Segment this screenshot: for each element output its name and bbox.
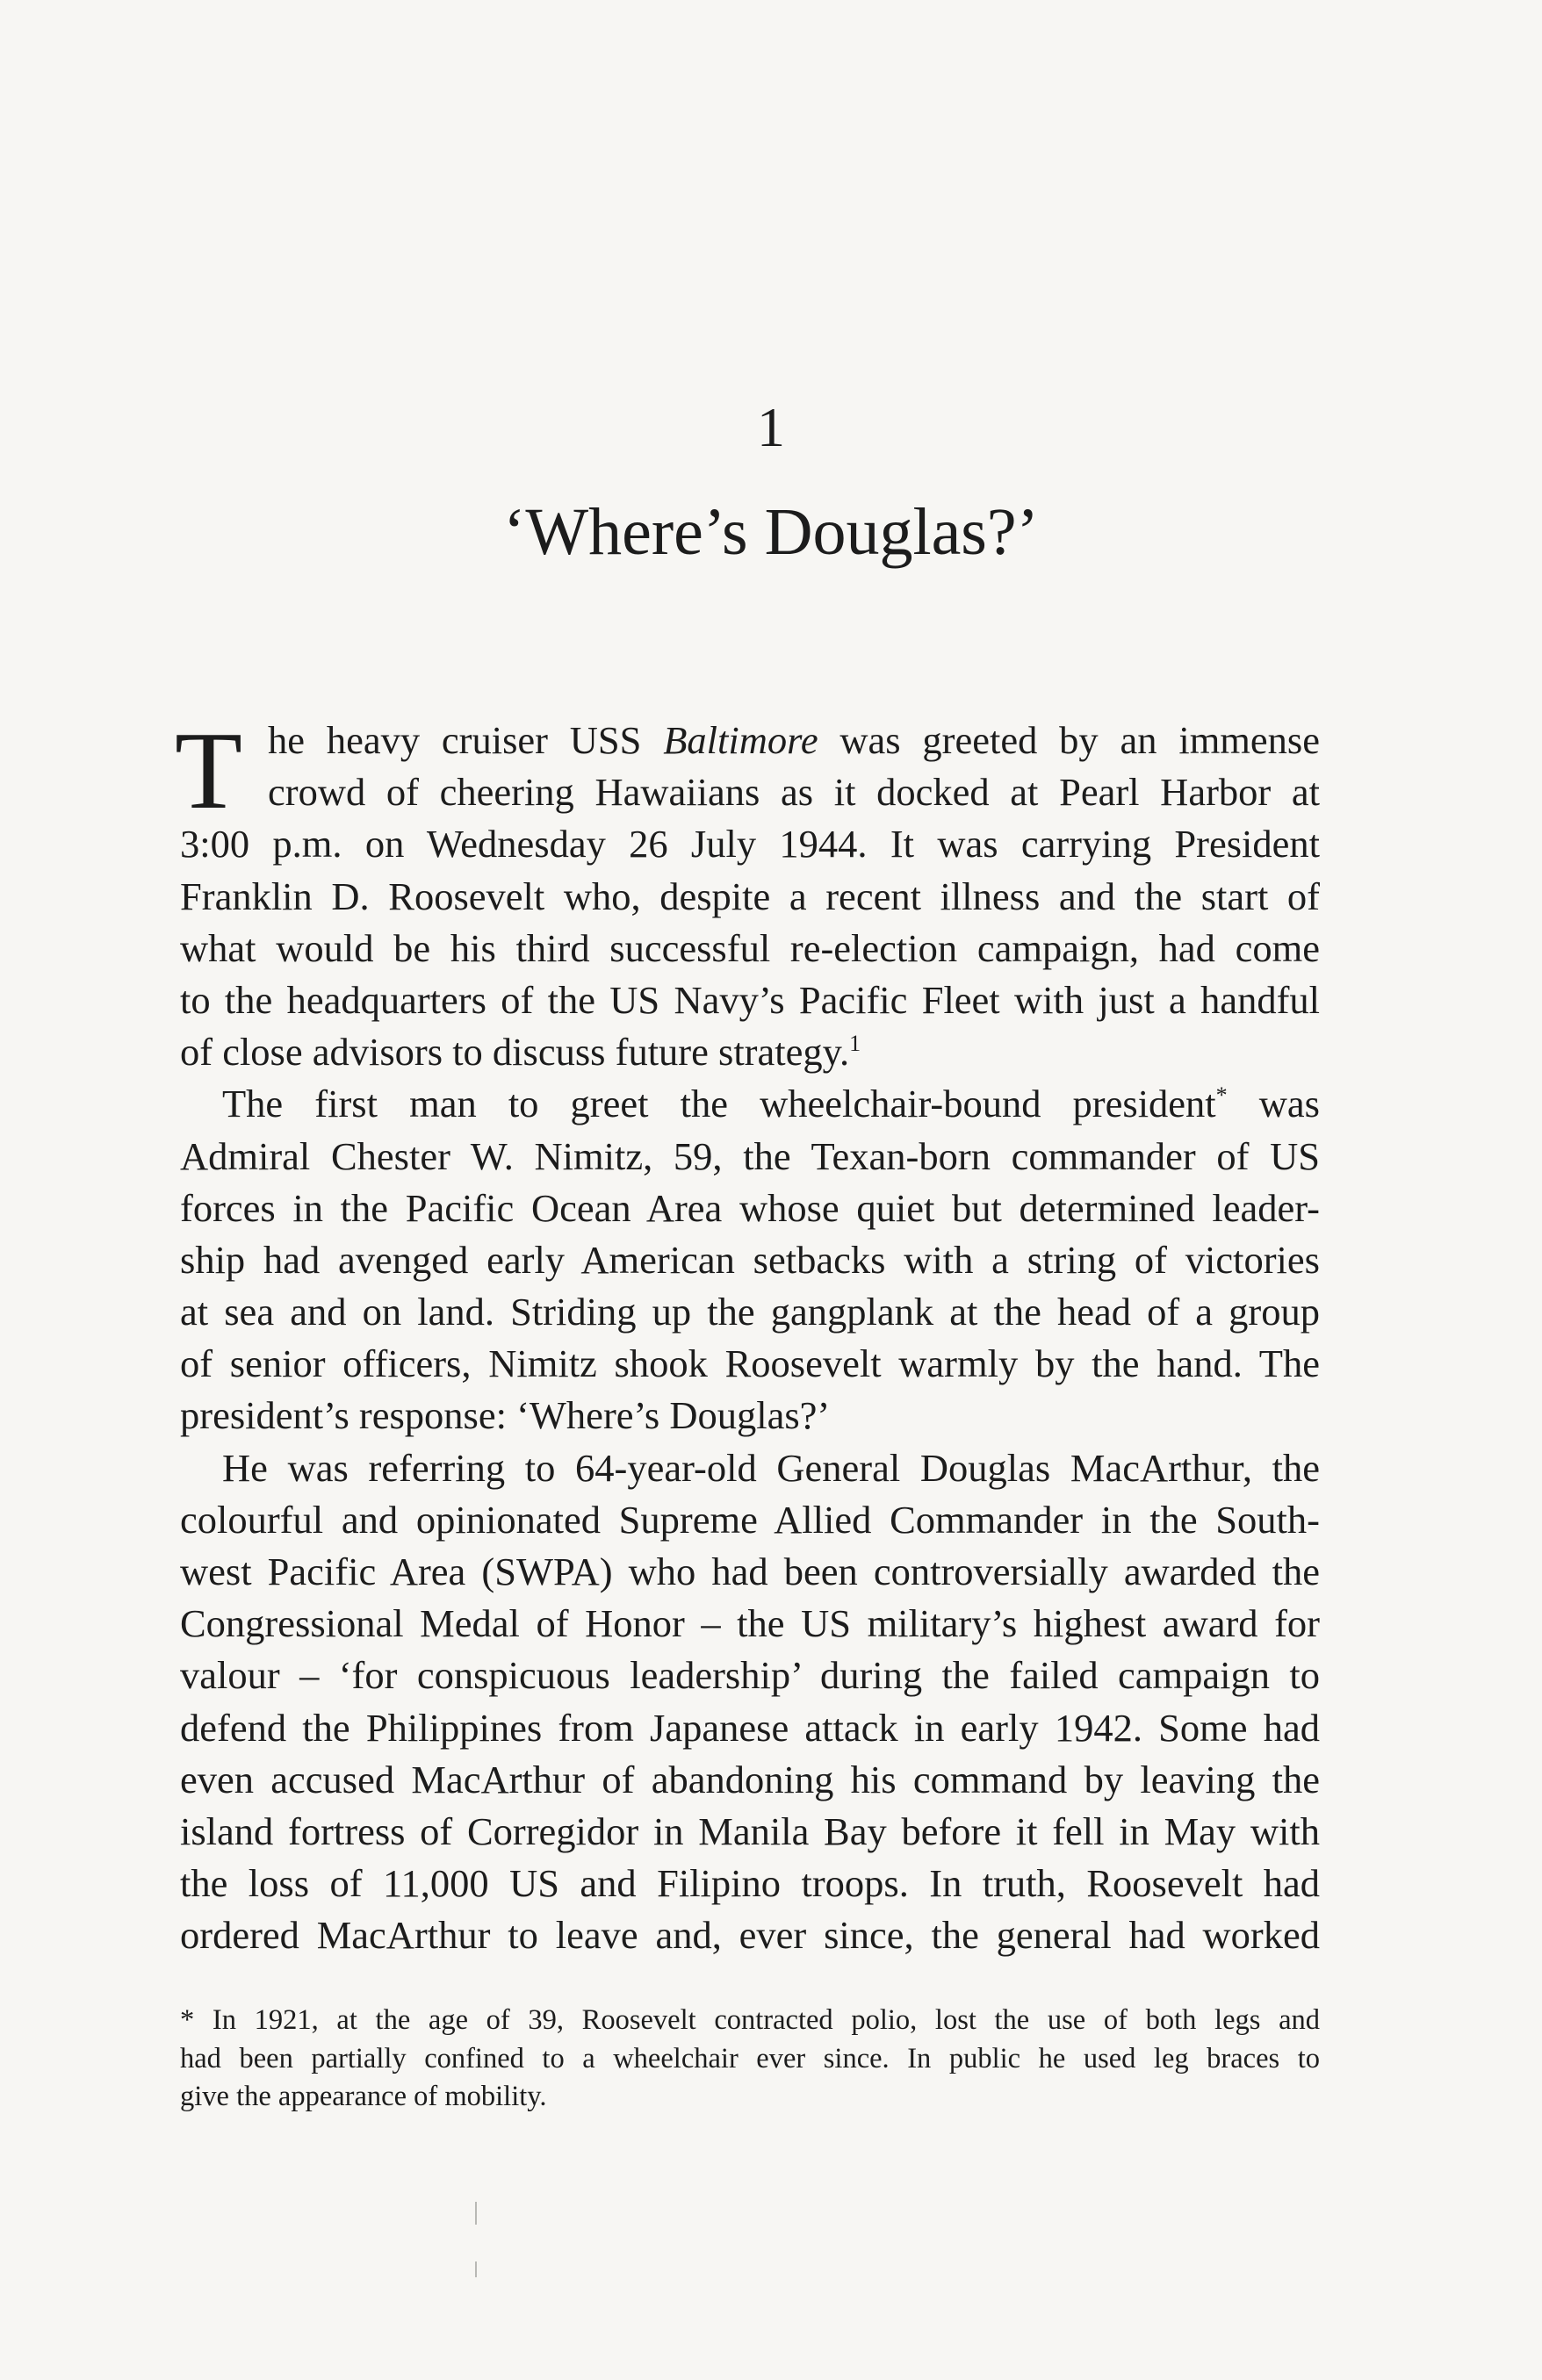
body-line: to the headquarters of the US Navy’s Pacific Fleet with just a handful	[180, 977, 1320, 1022]
body-line: Admiral Chester W. Nimitz, 59, the Texan-born commander of US	[180, 1133, 1320, 1178]
body-line: even accused MacArthur of abandoning his command by leaving the	[180, 1757, 1320, 1801]
body-line: he heavy cruiser USS Baltimore was greeted by an immense	[268, 718, 1320, 762]
body-text	[175, 710, 1320, 1962]
body-line: island fortress of Corregidor in Manila Bay before it fell in May with	[180, 1808, 1320, 1853]
body-line: Franklin D. Roosevelt who, despite a recent illness and the start of	[180, 874, 1320, 918]
footnote-line: * In 1921, at the age of 39, Roosevelt contracted polio, lost the use of both legs and	[180, 2004, 1320, 2036]
paragraph-1	[175, 710, 1320, 1078]
scan-artifact	[475, 2202, 477, 2225]
body-line: west Pacific Area (SWPA) who had been controversially awarded the	[180, 1550, 1320, 1593]
body-line: at sea and on land. Striding up the gangplank at the head of a group	[180, 1290, 1320, 1334]
body-line: ship had avenged early American setbacks with a string of victories	[180, 1237, 1320, 1282]
body-line: of senior officers, Nimitz shook Roosevelt warmly by the hand. The	[180, 1341, 1320, 1386]
body-line: valour – ‘for conspicuous leadership’ during the failed campaign to	[180, 1653, 1320, 1698]
drop-cap: T	[175, 710, 242, 832]
body-line: 3:00 p.m. on Wednesday 26 July 1944. It was carrying President	[180, 822, 1320, 866]
body-line: colourful and opinionated Supreme Allied Commander in the South-	[180, 1497, 1320, 1542]
body-line: crowd of cheering Hawaiians as it docked at Pearl Harbor at	[268, 770, 1320, 815]
chapter-title: ‘Where’s Douglas?’	[503, 495, 1039, 569]
footnote-line: had been partially confined to a wheelchair ever since. In public he used leg braces to	[180, 2042, 1320, 2074]
body-line: Congressional Medal of Honor – the US military’s highest award for	[180, 1601, 1320, 1646]
footnote	[180, 2002, 1320, 2117]
endnote-reference: 1	[849, 1031, 861, 1057]
body-line: of close advisors to discuss future strategy.$^1$	[180, 1030, 861, 1075]
body-line: forces in the Pacific Ocean Area whose quiet but determined leader-	[180, 1185, 1320, 1230]
paragraph-3	[180, 1442, 1320, 1962]
chapter-number: 1	[757, 396, 785, 458]
footnote-line: give the appearance of mobility.	[180, 2081, 547, 2112]
body-line: defend the Philippines from Japanese attack in early 1942. Some had	[180, 1705, 1320, 1750]
footnote-marker: *	[1215, 1082, 1228, 1109]
body-line: the loss of 11,000 US and Filipino troops. In truth, Roosevelt had	[180, 1861, 1320, 1906]
ship-name: Baltimore	[663, 718, 818, 762]
body-line: He was referring to 64-year-old General Douglas MacArthur, the	[222, 1445, 1320, 1490]
body-line: president’s response: ‘Where’s Douglas?’	[180, 1393, 831, 1438]
paragraph-2	[180, 1078, 1320, 1442]
scan-artifact	[475, 2261, 477, 2277]
body-line: what would be his third successful re-election campaign, had come	[180, 925, 1320, 970]
body-line: The first man to greet the wheelchair-bound president* was	[222, 1082, 1320, 1126]
body-line: ordered MacArthur to leave and, ever since, the general had worked	[180, 1913, 1320, 1958]
